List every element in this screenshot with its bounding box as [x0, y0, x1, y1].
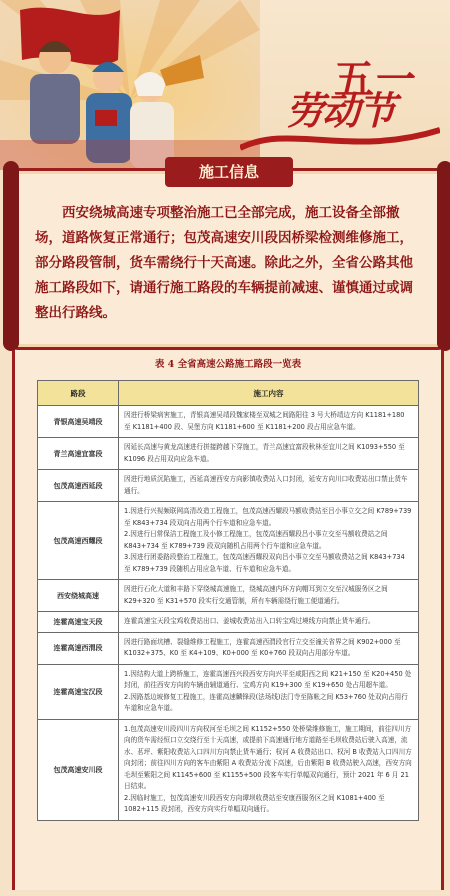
- logo-line2: 劳动节: [286, 88, 395, 133]
- table-header-row: [38, 381, 419, 406]
- table-row: [38, 580, 419, 612]
- table-body: [38, 406, 419, 821]
- road-cell: 青兰高速宜富段: [38, 438, 119, 470]
- content-cell: 1.包茂高速安川段四川方向权河至毛坝之间 K1152+550 处桥梁维修施工，施工期间，前往四川方向的货车需经恒口立交绕行至十天高速，或提前下高速通行地方道路至毛坝收费站后驶入高速，流水、茗坪、紫阳收费站入口四川方向禁止货车通行；权河 A 收费站出口、权河 B 收费站入口四川方向封闭；前往四川方向的客车由紫阳 A 收费站分流下高速，后由紫阳 B 收费站驶入高速，西安方向毛坝至紫阳之间 K1145+600 至 K1155+500 段客车实行单幅双向通行，预计 2021 年 6 月 21 日结束。 2.因临时施工，包茂高速安川段西安方向谭坝收费站至安康西服务区之间 K1081+400 至 1082+115 段封闭，西安方向实行单幅双向通行。: [119, 719, 419, 820]
- table-container: [12, 350, 444, 890]
- content-cell: 因进行地质沉陷施工，西延高速西安方向影镇收费站入口封闭，延安方向川口收费站出口禁止货车通行。: [119, 470, 419, 502]
- road-cell: 包茂高速安川段: [38, 719, 119, 820]
- content-cell: 因进行石化大道和丰路下穿绕城高速施工，绕城高速内环方向帽耳到立交至汉城服务区之间 K29+320 至 K31+570 段实行交通管制，所有车辆需绕行施工便道通行。: [119, 580, 419, 612]
- content-cell: 因进行路面坑槽、裂缝维修工程施工，连霍高速西渭段官行立交至潼关省界之间 K902+000 至 K1032+375、K0 至 K4+109、K0+000 至 K0+760 段双向占用部分车道。: [119, 632, 419, 664]
- road-cell: 连霍高速西渭段: [38, 632, 119, 664]
- road-cell: 青银高速吴靖段: [38, 406, 119, 438]
- construction-info-panel: [12, 163, 444, 350]
- logo-line1: 五一: [334, 56, 418, 103]
- header-road: 路段: [38, 381, 119, 406]
- table-row: [38, 612, 419, 633]
- road-cell: 连霍高速宝汉段: [38, 664, 119, 719]
- table-row: [38, 664, 419, 719]
- content-cell: 1.因进行兴视频联网高清改造工程施工，包茂高速西耀段马额收费站至吕小事立交之间 K789+739 至 K843+734 段双向占用两个行车道和应急车道。 2.因进行日常保洁工程施工及小修工程施工，包茂高速西耀段吕小事立交至马额收费站之间 K843+734 至 K789+739 段双向随机占用两个行车道和应急车道。 3.因进行团委路段整治工程施工，包茂高速西耀段双向吕小事立交至马额收费站之间 K843+734 至 K789+739 段随机占用应急车道、行车道和应急车道。: [119, 502, 419, 580]
- notice-text: 西安绕城高速专项整治施工已全部完成，施工设备全部撤场，道路恢复正常通行；包茂高速安川段因桥梁检测维修施工，部分路段管制，货车需绕行十天高速。除此之外，全省公路其他施工路段如下，请通行施工路段的车辆提前减速、谨慎通过或调整出行路线。: [35, 205, 413, 321]
- construction-table: [37, 380, 419, 821]
- holiday-banner: [0, 0, 450, 170]
- labor-day-logo: [282, 48, 432, 138]
- table-row: [38, 502, 419, 580]
- header-content: 施工内容: [119, 381, 419, 406]
- road-cell: 连霍高速宝天段: [38, 612, 119, 633]
- table-row: [38, 406, 419, 438]
- content-cell: 因延长高速与黄龙高速进行拼接跨越下穿施工，青兰高速宜富段秋林至宜川之间 K1093+550 至 K1096 段占用双向应急车道。: [119, 438, 419, 470]
- table-row: [38, 719, 419, 820]
- road-cell: 西安绕城高速: [38, 580, 119, 612]
- content-cell: 1.因结构大道上跨桥施工，连霍高速西兴段西安方向兴平至咸阳西之间 K21+150 至 K20+450 处封闭，前往西安方向的车辆由辅道通行、宝鸡方向 K19+300 至 K19+650 处占用超车道。 2.因路基边坡修复工程施工，连霍高速麟锋段(法场线)法门寺至陈帐之间 K53+760 处双向占用行车道和应急车道。: [119, 664, 419, 719]
- propaganda-illustration: [0, 0, 260, 170]
- road-cell: 包茂高速西延段: [38, 470, 119, 502]
- content-cell: 因进行桥梁病害施工，青银高速吴靖段魏家楼至双城之间路阳往 3 号大桥靖边方向 K1181+180 至 K1181+400 段、吴堡方向 K1181+600 至 K1181+200 段占用应急车道。: [119, 406, 419, 438]
- section-title: 施工信息: [165, 157, 293, 187]
- content-cell: 连霍高速宝天段宝鸡收费站出口、姜城收费站出入口转宝鸡过境线方向禁止货车通行。: [119, 612, 419, 633]
- table-row: [38, 470, 419, 502]
- table-title: 表 4 全省高速公路施工路段一览表: [154, 359, 302, 370]
- road-cell: 包茂高速西耀段: [38, 502, 119, 580]
- table-row: [38, 632, 419, 664]
- table-row: [38, 438, 419, 470]
